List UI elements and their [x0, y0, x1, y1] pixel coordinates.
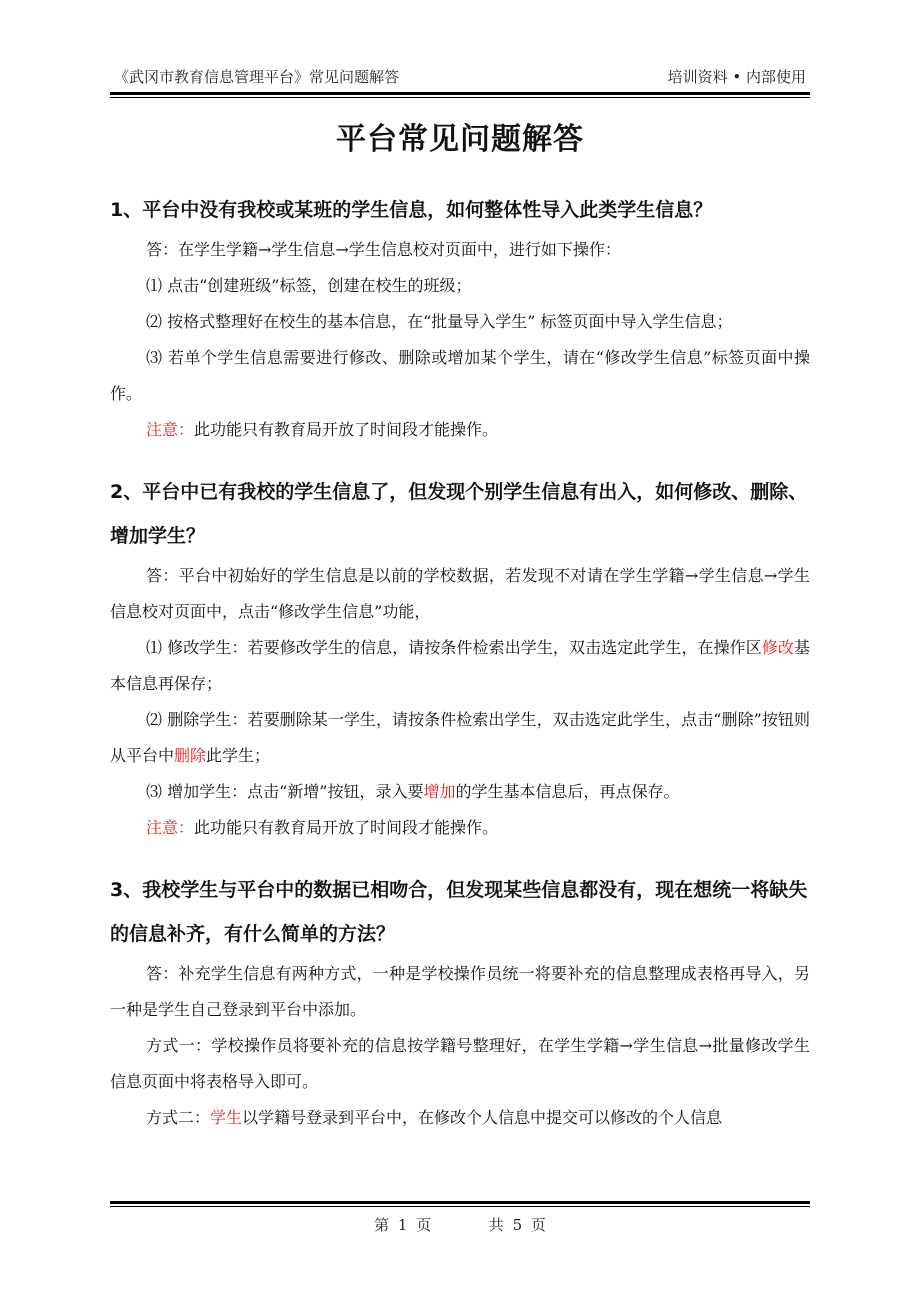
page-title: 平台常见问题解答 [336, 122, 584, 157]
step-text: ⑵ 删除学生：若要删除某一学生，请按条件检索出学生，双击选定此学生，点击“删除”按钮则从平台中 [110, 710, 810, 765]
page-header [110, 66, 810, 88]
faq-section-2 [110, 470, 810, 846]
faq-note [110, 412, 810, 448]
highlight-text: 增加 [423, 782, 456, 801]
step-text: 的学生基本信息后，再点保存。 [455, 782, 680, 801]
header-doc-title: 《武冈市教育信息管理平台》常见问题解答 [114, 68, 400, 86]
header-divider [110, 92, 810, 98]
note-text: 此功能只有教育局开放了时间段才能操作。 [194, 420, 499, 439]
faq-answer: 答：平台中初始好的学生信息是以前的学校数据，若发现不对请在学生学籍→学生信息→学生信息校对页面中，点击“修改学生信息”功能， [110, 566, 810, 621]
step-text: ⑴ 修改学生：若要修改学生的信息，请按条件检索出学生，双击选定此学生，在操作区 [146, 638, 762, 657]
faq-note [110, 810, 810, 846]
step-text: 此学生； [206, 746, 271, 765]
faq-step: ⑴ 点击“创建班级”标签，创建在校生的班级； [146, 276, 472, 295]
faq-section-1 [110, 188, 810, 448]
faq-step: ⑵ 按格式整理好在校生的基本信息，在“批量导入学生” 标签页面中导入学生信息； [146, 312, 733, 331]
note-text: 此功能只有教育局开放了时间段才能操作。 [194, 818, 499, 837]
faq-answer: 答：在学生学籍→学生信息→学生信息校对页面中，进行如下操作： [146, 240, 621, 259]
faq-step: ⑶ 若单个学生信息需要进行修改、删除或增加某个学生，请在“修改学生信息”标签页面中操作。 [110, 348, 810, 403]
footer-divider [110, 1201, 810, 1207]
faq-method-2 [110, 1100, 810, 1136]
method-text: 以学籍号登录到平台中，在修改个人信息中提交可以修改的个人信息 [242, 1108, 723, 1127]
highlight-text: 删除 [174, 746, 207, 765]
page-unit: 页 [416, 1216, 432, 1234]
faq-question: 1、平台中没有我校或某班的学生信息，如何整体性导入此类学生信息？ [110, 199, 713, 221]
page-footer [110, 1214, 810, 1235]
total-label: 共 [488, 1216, 504, 1234]
faq-question: 3、我校学生与平台中的数据已相吻合，但发现某些信息都没有，现在想统一将缺失的信息补齐，有什么简单的方法？ [110, 879, 808, 945]
step-text: ⑶ 增加学生：点击“新增”按钮，录入要 [146, 782, 424, 801]
faq-question: 2、平台中已有我校的学生信息了，但发现个别学生信息有出入，如何修改、删除、增加学生？ [110, 481, 808, 547]
faq-step [110, 702, 810, 774]
highlight-text: 修改 [761, 638, 794, 657]
highlight-text: 学生 [210, 1108, 243, 1127]
faq-answer: 答：补充学生信息有两种方式，一种是学校操作员统一将要补充的信息整理成表格再导入，另一种是学生自己登录到平台中添加。 [110, 964, 810, 1019]
header-doc-label: 培训资料 • 内部使用 [667, 68, 806, 86]
method-label: 方式二： [146, 1108, 211, 1127]
note-label: 注意： [146, 420, 195, 439]
note-label: 注意： [146, 818, 195, 837]
faq-step [110, 630, 810, 702]
faq-step [110, 774, 810, 810]
total-pages: 5 [512, 1216, 523, 1234]
step-text: 基本信息再保存； [110, 638, 810, 693]
document-body [110, 188, 810, 1158]
total-unit: 页 [530, 1216, 546, 1234]
faq-section-3 [110, 868, 810, 1136]
faq-method-1: 方式一：学校操作员将要补充的信息按学籍号整理好，在学生学籍→学生信息→批量修改学生信息页面中将表格导入即可。 [110, 1036, 810, 1091]
page-number: 1 [397, 1216, 408, 1234]
page-label: 第 [374, 1216, 390, 1234]
